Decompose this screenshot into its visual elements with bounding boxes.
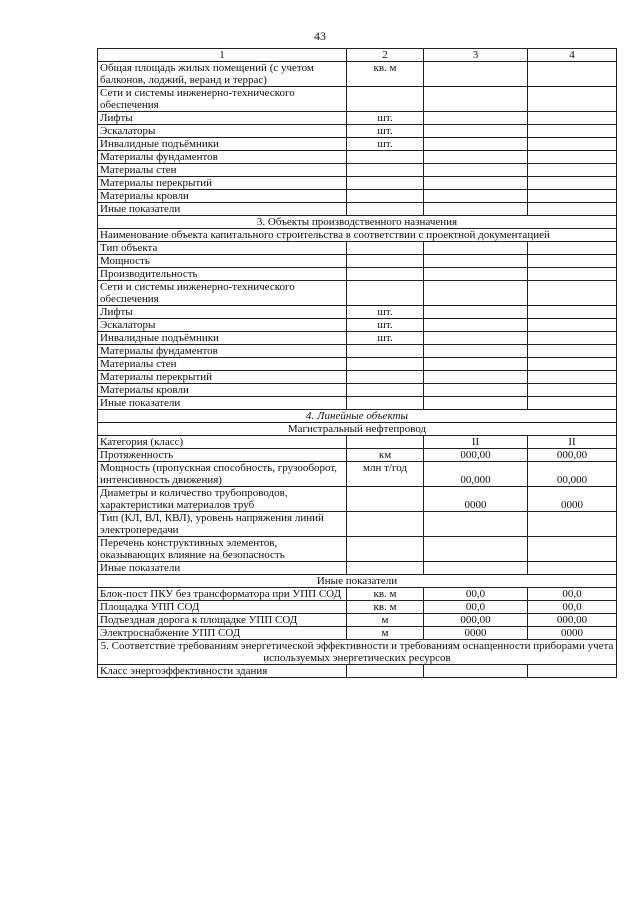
table-row	[98, 665, 617, 678]
row-label: Материалы кровли	[98, 190, 347, 203]
table-row	[98, 462, 617, 487]
row-label: Тип объекта	[98, 242, 347, 255]
row-label: Мощность (пропускная способность, грузооборот, интенсивность движения)	[98, 462, 347, 487]
row-value	[424, 665, 528, 678]
table-row	[98, 537, 617, 562]
table-body	[98, 49, 617, 678]
row-value: 00,0	[528, 601, 617, 614]
row-value	[347, 345, 424, 358]
row-value: 00,0	[424, 588, 528, 601]
row-value	[347, 512, 424, 537]
row-label: Блок-пост ПКУ без трансформатора при УПП СОД	[98, 588, 347, 601]
row-value: 000,00	[424, 449, 528, 462]
row-value	[347, 164, 424, 177]
row-value	[347, 487, 424, 512]
row-value: 0000	[528, 487, 617, 512]
row-value	[424, 164, 528, 177]
table-row	[98, 177, 617, 190]
row-label: Иные показатели	[98, 397, 347, 410]
row-value	[424, 268, 528, 281]
row-value	[528, 384, 617, 397]
table-row	[98, 384, 617, 397]
row-value	[528, 87, 617, 112]
row-value	[347, 537, 424, 562]
row-value	[347, 665, 424, 678]
table-row	[98, 588, 617, 601]
row-value	[424, 319, 528, 332]
row-value	[528, 397, 617, 410]
row-value	[528, 268, 617, 281]
row-value: кв. м	[347, 601, 424, 614]
row-label: Мощность	[98, 255, 347, 268]
row-value: млн т/год	[347, 462, 424, 487]
table-row	[98, 190, 617, 203]
row-value	[424, 255, 528, 268]
row-value	[528, 319, 617, 332]
table-row	[98, 255, 617, 268]
row-value: 000,00	[528, 614, 617, 627]
row-value	[424, 345, 528, 358]
row-label: Сети и системы инженерно-технического обеспечения	[98, 281, 347, 306]
row-value: 0000	[424, 487, 528, 512]
table-row	[98, 436, 617, 449]
row-label: Материалы перекрытий	[98, 371, 347, 384]
table-row	[98, 112, 617, 125]
table-row	[98, 601, 617, 614]
row-label: Инвалидные подъёмники	[98, 138, 347, 151]
row-value: шт.	[347, 332, 424, 345]
row-value: шт.	[347, 319, 424, 332]
row-value	[424, 138, 528, 151]
row-value	[347, 562, 424, 575]
row-label: Материалы стен	[98, 358, 347, 371]
row-value: кв. м	[347, 62, 424, 87]
row-label: Подъездная дорога к площадке УПП СОД	[98, 614, 347, 627]
row-value	[528, 537, 617, 562]
table-header-row	[98, 49, 617, 62]
row-value: м	[347, 614, 424, 627]
row-label: Инвалидные подъёмники	[98, 332, 347, 345]
row-value: II	[528, 436, 617, 449]
table-row	[98, 281, 617, 306]
row-value: 00,0	[424, 601, 528, 614]
header-cell: 2	[347, 49, 424, 62]
table-row	[98, 151, 617, 164]
row-value	[347, 281, 424, 306]
row-value	[424, 125, 528, 138]
header-cell: 4	[528, 49, 617, 62]
row-label: Тип (КЛ, ВЛ, КВЛ), уровень напряжения линий электропередачи	[98, 512, 347, 537]
row-value	[424, 384, 528, 397]
row-label: Протяженность	[98, 449, 347, 462]
row-value	[528, 255, 617, 268]
section-heading-row	[98, 640, 617, 665]
row-value	[424, 177, 528, 190]
section-heading-row	[98, 575, 617, 588]
row-label: Иные показатели	[98, 203, 347, 216]
row-value	[424, 358, 528, 371]
row-value	[347, 255, 424, 268]
row-value: 0000	[424, 627, 528, 640]
row-value	[528, 177, 617, 190]
row-value	[528, 512, 617, 537]
section-heading: 4. Линейные объекты	[98, 410, 617, 423]
row-value	[528, 203, 617, 216]
row-value	[347, 177, 424, 190]
table-row	[98, 268, 617, 281]
row-value	[424, 371, 528, 384]
row-value: 00,000	[528, 462, 617, 487]
row-value	[528, 371, 617, 384]
row-value: шт.	[347, 112, 424, 125]
table-row	[98, 614, 617, 627]
row-label: Лифты	[98, 112, 347, 125]
full-width-label: Наименование объекта капитального строительства в соответствии с проектной документацией	[98, 229, 617, 242]
row-value	[528, 125, 617, 138]
table-row	[98, 242, 617, 255]
row-value	[347, 358, 424, 371]
row-value: 00,0	[528, 588, 617, 601]
row-value	[528, 306, 617, 319]
row-value	[528, 190, 617, 203]
row-value	[424, 397, 528, 410]
row-value	[424, 281, 528, 306]
row-label: Материалы фундаментов	[98, 345, 347, 358]
row-value	[528, 665, 617, 678]
row-value	[528, 281, 617, 306]
row-value	[424, 537, 528, 562]
row-value	[347, 436, 424, 449]
row-value	[347, 384, 424, 397]
page-number: 43	[314, 29, 326, 43]
section-heading-row	[98, 410, 617, 423]
table-row	[98, 203, 617, 216]
section-heading: Магистральный нефтепровод	[98, 423, 617, 436]
row-value	[347, 397, 424, 410]
row-value: 0000	[528, 627, 617, 640]
row-value	[528, 164, 617, 177]
table-row	[98, 125, 617, 138]
table-row	[98, 562, 617, 575]
row-value	[424, 190, 528, 203]
row-value	[424, 306, 528, 319]
row-label: Электроснабжение УПП СОД	[98, 627, 347, 640]
row-value	[424, 87, 528, 112]
header-cell: 1	[98, 49, 347, 62]
table-row	[98, 487, 617, 512]
row-value	[347, 190, 424, 203]
row-value	[528, 242, 617, 255]
row-label: Перечень конструктивных элементов, оказывающих влияние на безопасность	[98, 537, 347, 562]
row-label: Площадка УПП СОД	[98, 601, 347, 614]
row-value: шт.	[347, 125, 424, 138]
row-value	[528, 332, 617, 345]
row-value	[424, 332, 528, 345]
row-value: II	[424, 436, 528, 449]
row-value	[528, 151, 617, 164]
row-label: Лифты	[98, 306, 347, 319]
header-cell: 3	[424, 49, 528, 62]
row-label: Материалы фундаментов	[98, 151, 347, 164]
row-value	[528, 562, 617, 575]
row-value	[528, 345, 617, 358]
table-row	[98, 164, 617, 177]
row-value: шт.	[347, 138, 424, 151]
row-value: км	[347, 449, 424, 462]
row-value	[347, 151, 424, 164]
section-heading: 5. Соответствие требованиям энергетической эффективности и требованиям оснащенности приборами учета используемых энергетических ресурсов	[98, 640, 617, 665]
section-heading: 3. Объекты производственного назначения	[98, 216, 617, 229]
row-value: шт.	[347, 306, 424, 319]
row-label: Производительность	[98, 268, 347, 281]
table-row	[98, 62, 617, 87]
table-row	[98, 358, 617, 371]
row-value: 00,000	[424, 462, 528, 487]
row-value	[347, 203, 424, 216]
full-width-row	[98, 229, 617, 242]
row-value	[424, 242, 528, 255]
row-value	[347, 371, 424, 384]
row-label: Эскалаторы	[98, 319, 347, 332]
row-value: 000,00	[528, 449, 617, 462]
row-value	[424, 151, 528, 164]
row-label: Эскалаторы	[98, 125, 347, 138]
row-value	[424, 62, 528, 87]
row-value: кв. м	[347, 588, 424, 601]
row-value	[528, 138, 617, 151]
characteristics-table	[97, 48, 617, 678]
table-row	[98, 306, 617, 319]
row-label: Материалы стен	[98, 164, 347, 177]
row-value	[528, 358, 617, 371]
row-value	[424, 512, 528, 537]
table-row	[98, 627, 617, 640]
table-row	[98, 138, 617, 151]
section-heading-row	[98, 216, 617, 229]
row-value	[424, 112, 528, 125]
row-label: Материалы перекрытий	[98, 177, 347, 190]
row-label: Диаметры и количество трубопроводов, характеристики материалов труб	[98, 487, 347, 512]
table-row	[98, 512, 617, 537]
row-label: Материалы кровли	[98, 384, 347, 397]
row-value	[347, 268, 424, 281]
row-label: Иные показатели	[98, 562, 347, 575]
section-heading-row	[98, 423, 617, 436]
row-label: Сети и системы инженерно-технического обеспечения	[98, 87, 347, 112]
table-row	[98, 397, 617, 410]
row-value	[347, 242, 424, 255]
table-row	[98, 332, 617, 345]
table-row	[98, 319, 617, 332]
section-heading: Иные показатели	[98, 575, 617, 588]
row-label: Категория (класс)	[98, 436, 347, 449]
row-label: Класс энергоэффективности здания	[98, 665, 347, 678]
table-row	[98, 87, 617, 112]
row-value	[347, 87, 424, 112]
row-value: 000,00	[424, 614, 528, 627]
table-row	[98, 345, 617, 358]
row-value	[528, 62, 617, 87]
table-row	[98, 371, 617, 384]
table-row	[98, 449, 617, 462]
row-label: Общая площадь жилых помещений (с учетом балконов, лоджий, веранд и террас)	[98, 62, 347, 87]
row-value	[424, 562, 528, 575]
row-value	[424, 203, 528, 216]
row-value: м	[347, 627, 424, 640]
row-value	[528, 112, 617, 125]
